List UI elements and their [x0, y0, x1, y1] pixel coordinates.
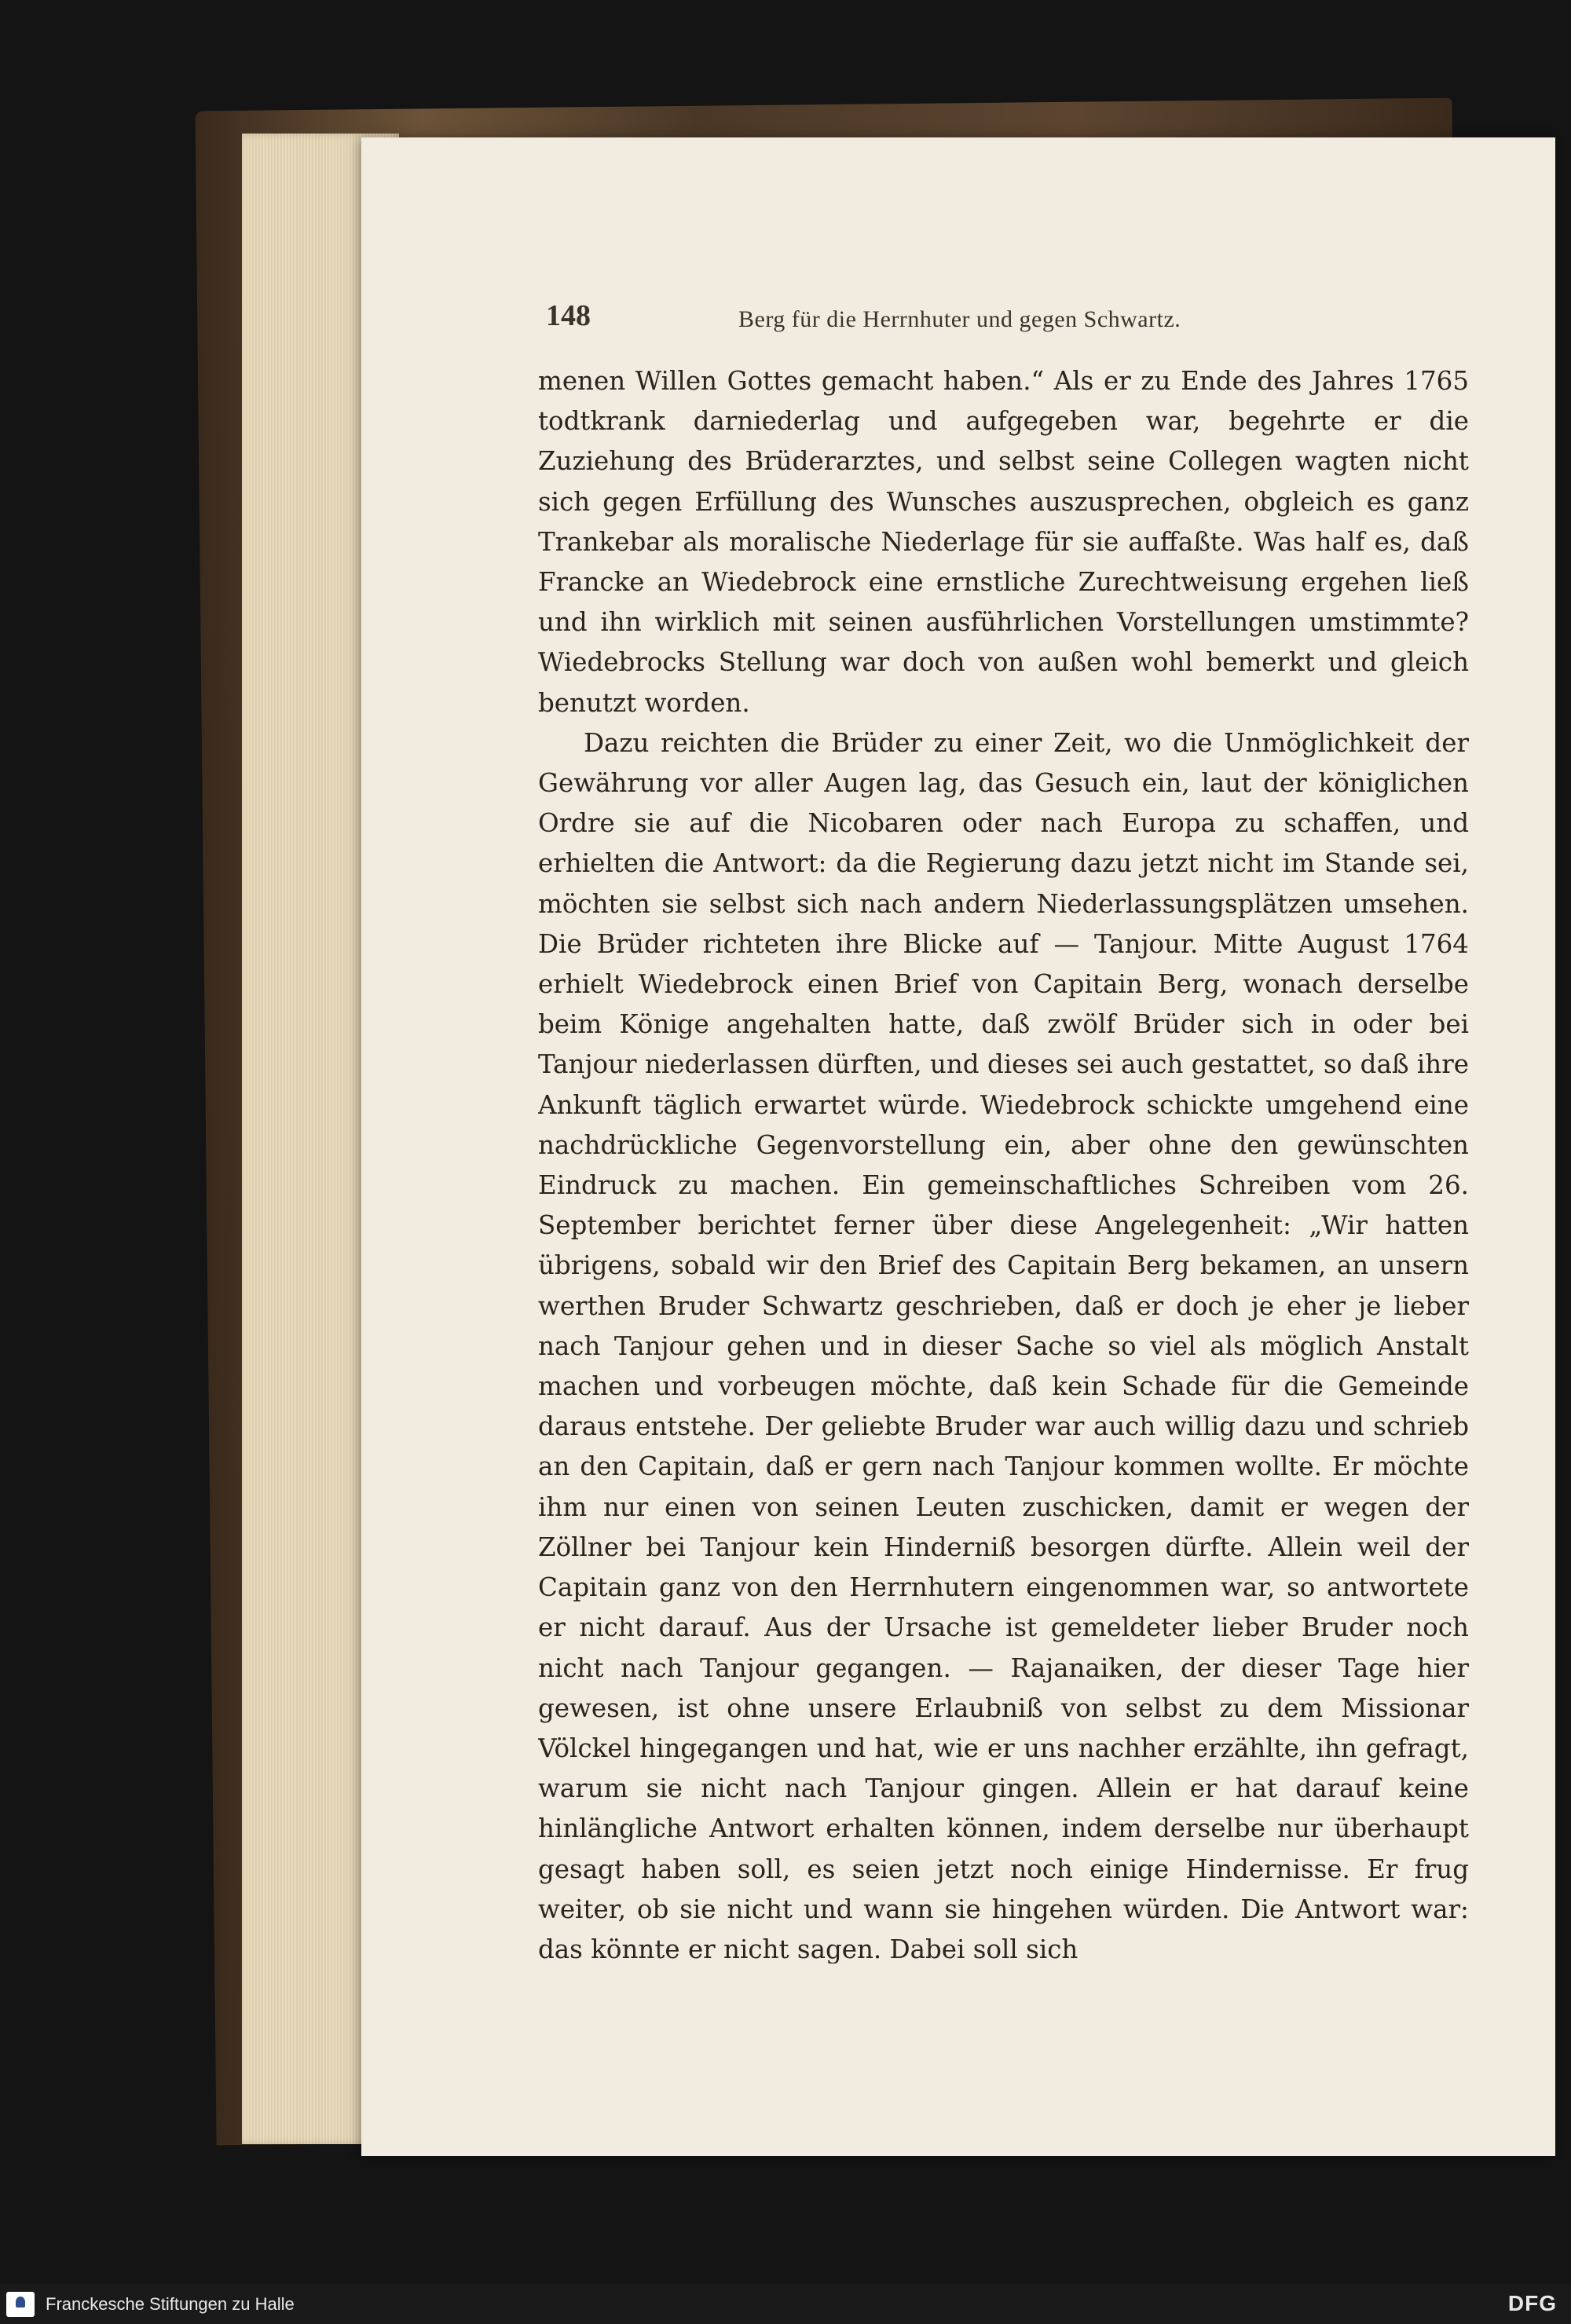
page-header [546, 298, 1465, 342]
viewer-footer [0, 2284, 1571, 2324]
funder-logo: DFG [1507, 2291, 1557, 2315]
paragraph: Dazu reichten die Brüder zu einer Zeit, wo die Unmöglichkeit der Gewährung vor aller Augen lag, das Gesuch ein, laut der königlichen Ordre sie auf die Nicobaren oder nach Europa zu schaffen, und erhielten die Antwort: da die Regierung dazu jetzt nicht im Stande sei, möchten sie selbst sich nach andern Niederlassungsplätzen umsehen. Die Brüder richteten ihre Blicke auf — Tanjour. Mitte August 1764 erhielt Wiedebrock einen Brief von Capitain Berg, wonach derselbe beim Könige angehalten hatte, daß zwölf Brüder sich in oder bei Tanjour niederlassen dürften, und dieses sei auch gestattet, so daß ihre Ankunft täglich erwartet würde. Wiedebrock schickte umgehend eine nachdrückliche Gegenvorstellung ein, aber ohne den gewünschten Eindruck zu machen. Ein gemeinschaftliches Schreiben vom 26. September berichtet ferner über diese Angelegenheit: „Wir hatten übrigens, sobald wir den Brief des Capitain Berg bekamen, an unsern werthen Bruder Schwartz geschrieben, daß er doch je eher je lieber nach Tanjour gehen und in dieser Sache so viel als möglich Anstalt machen und vorbeugen möchte, daß kein Schade für die Gemeinde daraus entstehe. Der geliebte Bruder war auch willig dazu und schrieb an den Capitain, daß er gern nach Tanjour kommen wollte. Er möchte ihm nur einen von seinen Leuten zuschicken, damit er wegen der Zöllner bei Tanjour kein Hinderniß besorgen dürfte. Allein weil der Capitain ganz von den Herrnhutern eingenommen war, so antwortete er nicht darauf. Aus der Ursache ist gemeldeter lieber Bruder noch nicht nach Tanjour gegangen. — Rajanaiken, der dieser Tage hier gewesen, ist ohne unsere Erlaubniß von selbst zu dem Missionar Völckel hingegangen und hat, wie er uns nachher erzählte, ihn gefragt, warum sie nicht nach Tanjour gingen. Allein er hat darauf keine hinlängliche Antwort erhalten können, indem derselbe nur überhaupt gesagt haben soll, es seien jetzt noch einige Hindernisse. Er frug weiter, ob sie nicht und wann sie hingehen würden. Die Antwort war: das könnte er nicht sagen. Dabei soll sich [538, 727, 1469, 1964]
page-number: 148 [546, 299, 591, 332]
institution-logo-icon [6, 2292, 35, 2317]
paragraph: menen Willen Gottes gemacht haben.“ Als er zu Ende des Jahres 1765 todtkrank darniederlag und aufgegeben war, begehrte er die Zuziehung des Brüderarztes, und selbst seine Collegen wagten nicht sich gegen Erfüllung des Wunsches auszusprechen, obgleich es ganz Trankebar als moralische Niederlage für sie auffaßte. Was half es, daß Francke an Wiedebrock eine ernstliche Zurechtweisung ergehen ließ und ihn wirklich mit seinen ausführlichen Vorstellungen umstimmte? Wiedebrocks Stellung war doch von außen wohl bemerkt und gleich benutzt worden. [538, 366, 1469, 718]
body-text [538, 361, 1469, 1964]
running-title: Berg für die Herrnhuter und gegen Schwartz. [738, 306, 1181, 332]
institution-name: Franckesche Stiftungen zu Halle [46, 2294, 295, 2314]
